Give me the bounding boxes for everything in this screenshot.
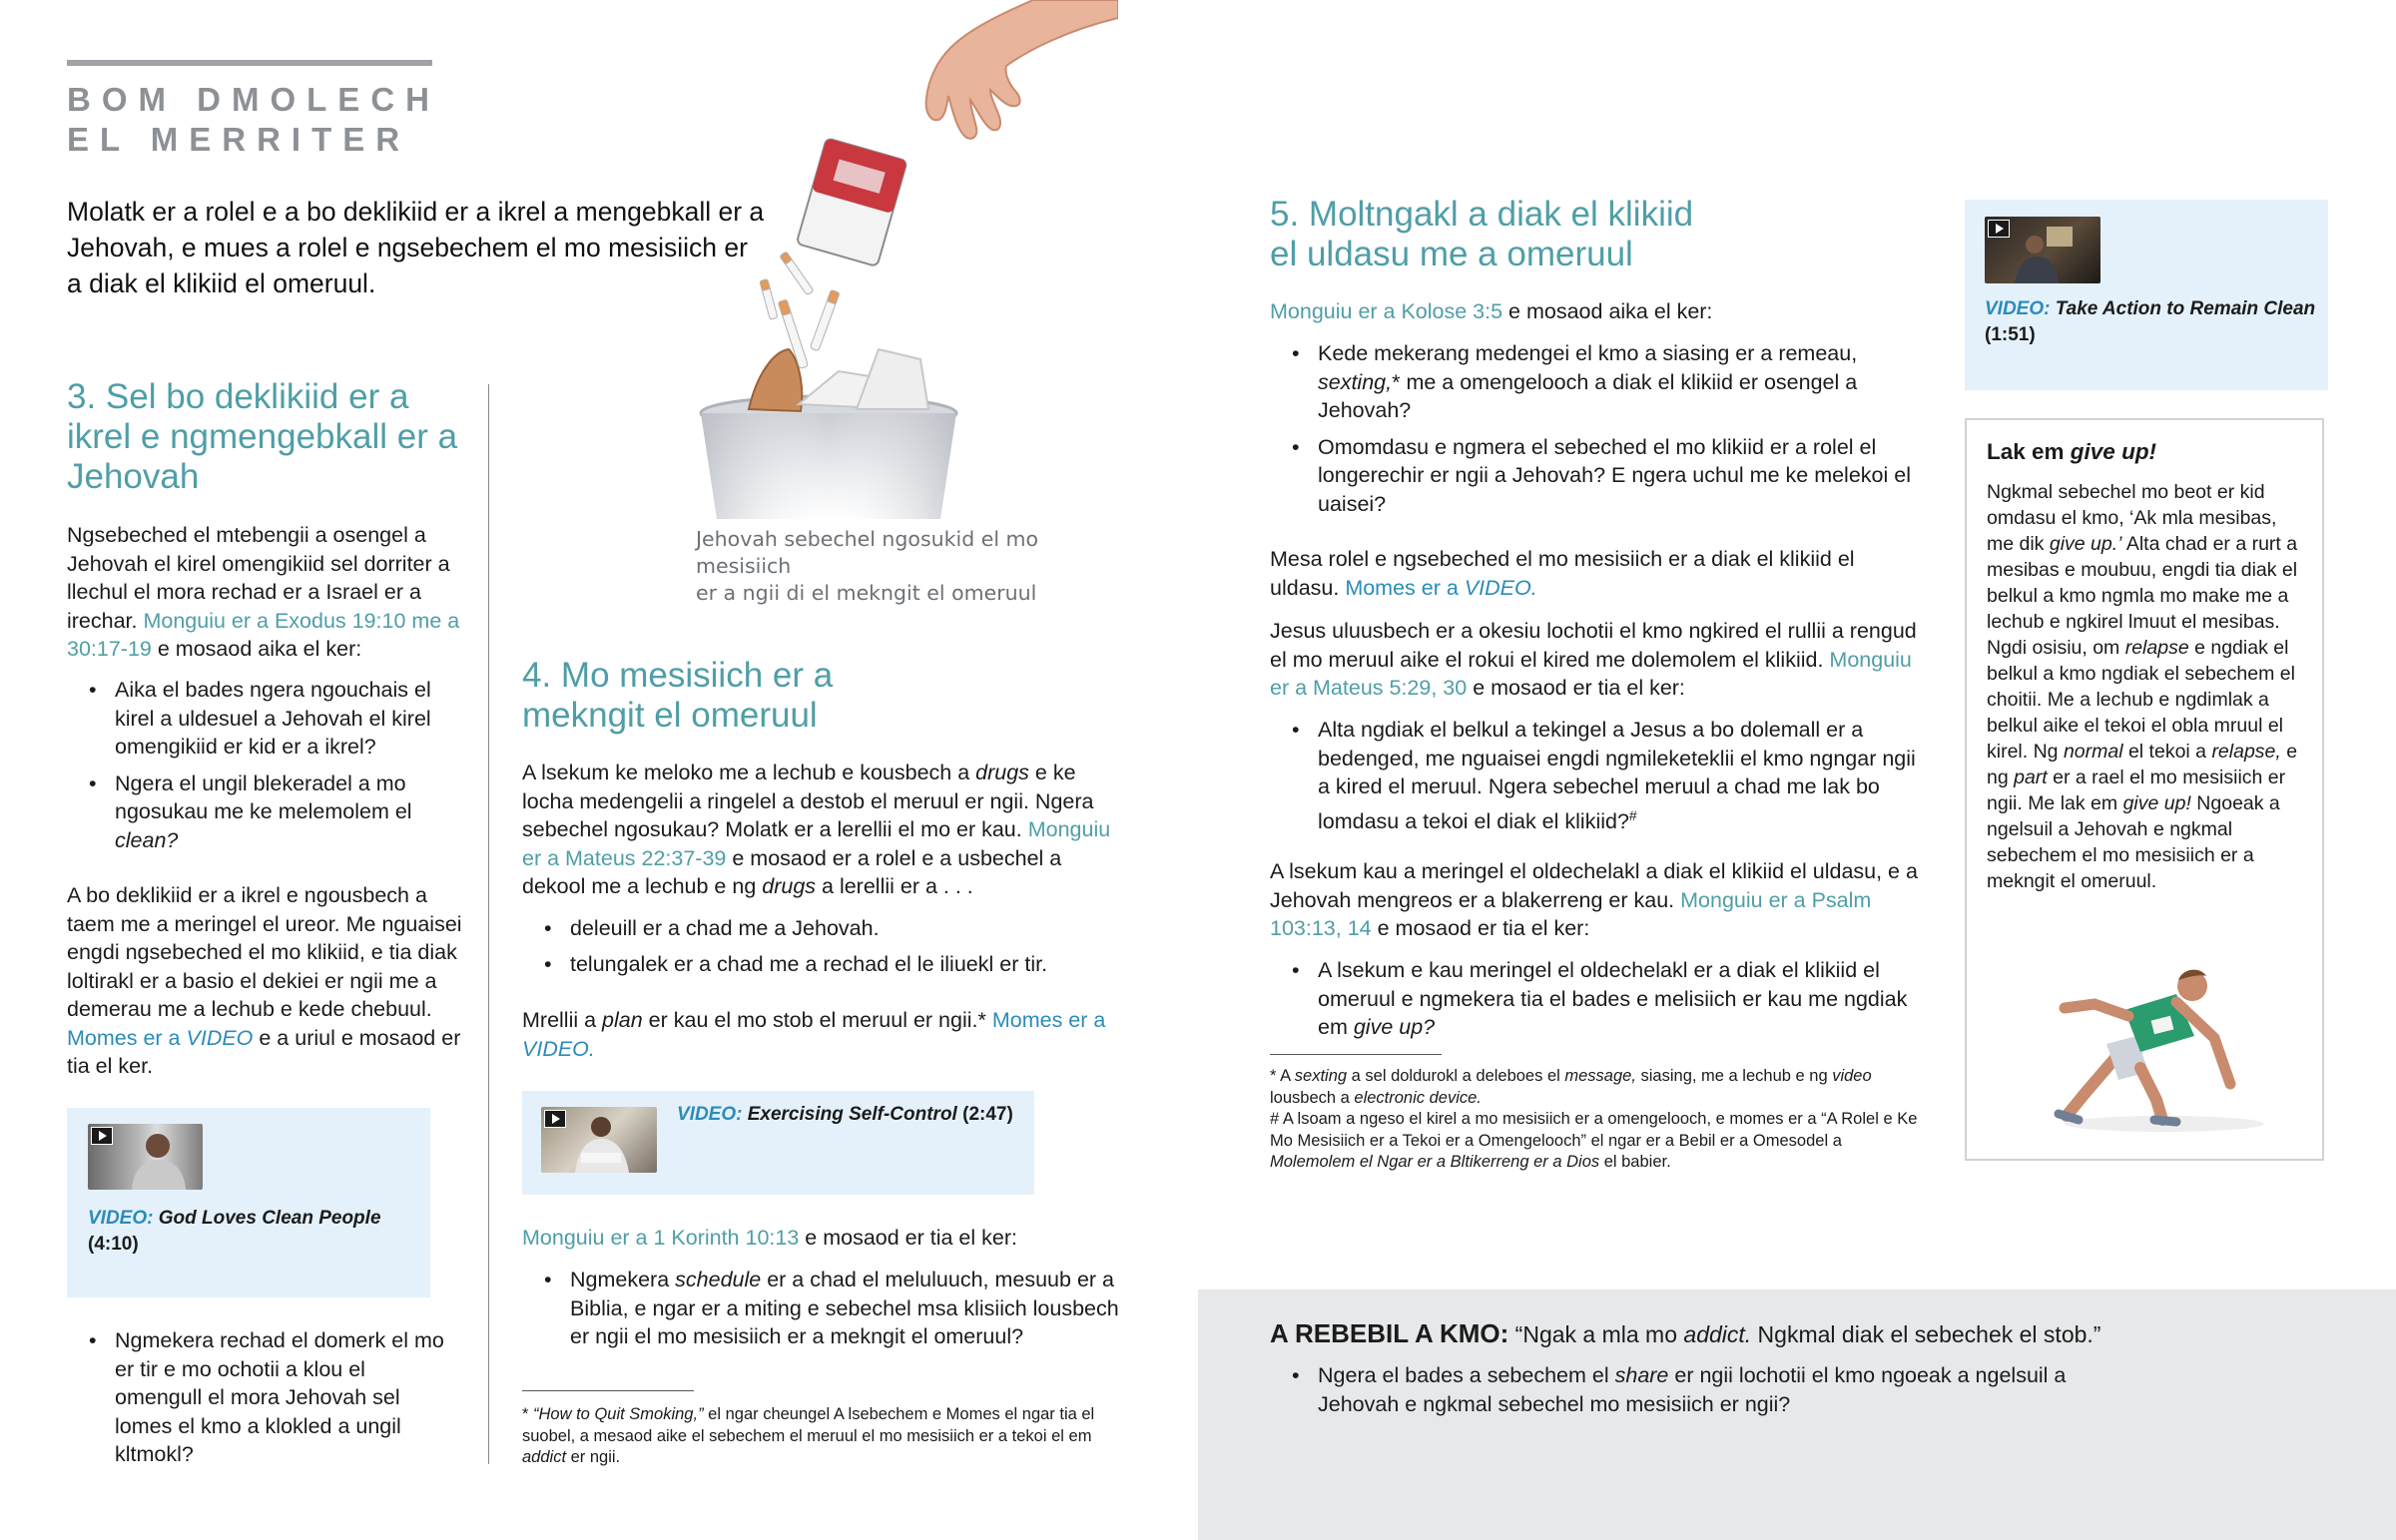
objection-band (1198, 1289, 2396, 1540)
section-5-paragraph-1: Monguiu er a Kolose 3:5 e mosaod aika el ker: (1270, 299, 1713, 323)
section-4-heading-line-2: mekngit el omeruul (522, 696, 818, 735)
video-label: VIDEO: Take Action to Remain Clean (1:51) (1985, 298, 2316, 345)
video-thumbnail[interactable] (1985, 217, 2100, 283)
section-5-heading-line-2: el uldasu me a omeruul (1270, 235, 1633, 273)
intro-text: Molatk er a rolel e a bo deklikiid er a ikrel a mengebkall er a Jehovah, e mues a rolel e ngsebechem el mo mesisiich er a diak el klikiid el omeruul. (67, 197, 765, 298)
play-icon (91, 1127, 113, 1145)
list-item: • Ngera el ungil blekeradel a mo ngosukau me ke melemolem el clean? (67, 770, 470, 855)
section-5-questions-2 (1270, 716, 1929, 843)
list-item: • Ngera el bades a sebechem el share er ngii lochotii el kmo ngoeak a ngelsuil a Jehovah e ngkmal sebechel mo mesisiich er ngii? (1270, 1361, 2098, 1418)
footnote-sexting: * A sexting a sel doldurokl a deleboes el message, siasing, me a lechub e ng video lousbech a electronic device. (1270, 1067, 1872, 1107)
trash-illustration (639, 0, 1118, 539)
objection-quote: A REBEBIL A KMO: “Ngak a mla mo addict. Ngkmal diak el sebechek el stob.” (1270, 1318, 2101, 1348)
scripture-ref-psalm[interactable]: Monguiu er a Psalm 103:13, 14 (1270, 887, 1872, 940)
section-3-heading (67, 377, 486, 497)
section-3-paragraph-2: A bo deklikiid er a ikrel e ngousbech a taem me a meringel el ureor. Me nguaisei engdi ngsebeched el mo klikiid, e tia diak loltirakl er a basio el dekiei er ngii me a demerau me a lechub e kede chebuul. Momes er a VIDEO e a uriul e mosaod er tia el ker. (67, 883, 462, 1078)
list-item: • Omomdasu e ngmera el sebeched el mo klikiid er a rolel el longerechir er ngii a Jehovah? E ngera uchul me ke melekoi el uaisei? (1270, 433, 1929, 519)
video-label: VIDEO: Exercising Self-Control (2:47) (677, 1104, 1013, 1125)
video-thumbnail[interactable] (88, 1124, 203, 1190)
video-thumbnail[interactable] (541, 1107, 657, 1173)
scripture-ref-exodus[interactable]: Monguiu er a Exodus 19:10 me a 30:17-19 (67, 608, 460, 661)
section-3-heading-line-3: Jehovah (67, 457, 200, 496)
list-item: • A lsekum e kau meringel el oldechelakl er a diak el klikiid el omeruul e ngmekera tia el bades e melisiich er kau me ngdiak em give up? (1270, 956, 1929, 1042)
section-4-heading-line-1: 4. Mo mesisiich er a (522, 656, 834, 695)
section-5-heading (1270, 195, 1919, 274)
section-4-paragraph-3: Monguiu er a 1 Korinth 10:13 e mosaod er tia el ker: (522, 1226, 1017, 1250)
section-5-paragraph-3: Jesus uluusbech er a okesiu lochotii el kmo ngkired el rullii a rengud el mo meruul aike el rokui el kired me dolemolem el klikiid. Monguiu er a Mateus 5:29, 30 e mosaod er tia el ker: (1270, 619, 1917, 700)
footnote-rule (522, 1390, 694, 1391)
section-5-paragraph-2: Mesa rolel e ngsebeched el mo mesisiich er a diak el klikiid el uldasu. Momes er a VIDEO. (1270, 547, 1855, 600)
sidebar-box (1965, 418, 2324, 1161)
list-item: • Ngmekera schedule er a chad el meluluuch, mesuub er a Biblia, e ngar er a miting e sebechel msa klisiich lousbech er ngii el mo mesisiich er a mekngit el omeruul? (522, 1266, 1121, 1351)
objection-question (1270, 1361, 2098, 1426)
column-divider (488, 384, 489, 1464)
section-5-questions-1 (1270, 339, 1929, 526)
video-link[interactable]: Momes er a VIDEO (67, 1025, 254, 1050)
kicker-rule (67, 60, 432, 66)
section-5-questions-3 (1270, 956, 1929, 1050)
footnote-rule (1270, 1054, 1442, 1055)
video-card-god-loves-clean-people[interactable] (67, 1108, 430, 1297)
section-3-final-question (67, 1326, 456, 1477)
play-icon (544, 1110, 566, 1128)
caption-line-1: Jehovah sebechel ngosukid el mo mesisiich (696, 527, 1039, 578)
illustration-caption (696, 526, 1125, 607)
video-link[interactable]: Momes er a VIDEO. (522, 1008, 1106, 1061)
video-card-take-action[interactable] (1965, 200, 2328, 390)
list-item: • Kede mekerang medengei el kmo a siasing er a remeau, sexting,* me a omengelooch a diak el klikiid er osengel a Jehovah? (1270, 339, 1929, 425)
section-4-paragraph-2: Mrellii a plan er kau el mo stob el meruul er ngii.* Momes er a VIDEO. (522, 1008, 1106, 1061)
section-4-footnote: * “How to Quit Smoking,” el ngar cheungel A lsebechem e Momes el ngar tia el suobel, a mesaod aike el sebechem el meruul el mo mesisiich er a tekoi el em addict er ngii. (522, 1405, 1095, 1466)
sidebar-body: Ngkmal sebechel mo beot er kid omdasu el kmo, ‘Ak mla mesibas, me dik give up.’ Alta chad er a rurt a mesibas e moubuu, engdi tia diak el belkul a kmo ngmla mo make me a lechub e ngkirel lmuut el mesibas. Ngdi osisiu, om relapse e ngdiak el belkul a kmo ngdiak el sebechem el choitii. Me a lechub e ngdimlak a belkul aike el tekoi el obla mruul el kirel. Ng normal el tekoi a relapse, e ng part er a rael el mo mesisiich er ngii. Me lak em give up! Ngoeak a ngelsuil a Jehovah e ngkmal sebechem el mo mesisiich er a mekngit el omeruul. (1987, 481, 2298, 892)
kicker-line-1: BOM DMOLECH (67, 81, 440, 118)
video-link[interactable]: Momes er a VIDEO. (1345, 575, 1537, 600)
runner-illustration (2045, 964, 2274, 1134)
scripture-ref-1-korinth[interactable]: Monguiu er a 1 Korinth 10:13 (522, 1226, 800, 1250)
section-3-questions (67, 676, 470, 862)
section-3-heading-line-2: ikrel e ngmengebkall er a (67, 417, 458, 456)
section-5-heading-line-1: 5. Moltngakl a diak el klikiid (1270, 195, 1694, 234)
section-5-footnotes (1270, 1066, 1929, 1174)
scripture-ref-mateus-5[interactable]: Monguiu er a Mateus 5:29, 30 (1270, 647, 1912, 700)
section-3-heading-line-1: 3. Sel bo deklikiid er a (67, 377, 409, 416)
scripture-ref-mateus-22[interactable]: Monguiu er a Mateus 22:37-39 (522, 817, 1111, 870)
caption-line-2: er a ngii di el mekngit el omeruul (696, 581, 1037, 605)
scripture-ref-kolose[interactable]: Monguiu er a Kolose 3:5 (1270, 299, 1503, 323)
play-icon (1988, 220, 2010, 238)
list-item: • deleuill er a chad me a Jehovah. (522, 914, 1121, 943)
hand-icon (926, 0, 1118, 139)
section-5-paragraph-4: A lsekum kau a meringel el oldechelakl a diak el klikiid el uldasu, e a Jehovah mengreos er a blakerreng er kau. Monguiu er a Psalm 103:13, 14 e mosaod er tia el ker: (1270, 859, 1918, 940)
list-item: • Aika el bades ngera ngouchais el kirel a uldesuel a Jehovah el kirel omengikiid er kid er a ikrel? (67, 676, 470, 762)
footnote-resist: # A lsoam a ngeso el kirel a mo mesisiich er a omengelooch, e momes er a “A Rolel e Ke Mo Mesisiich er a Tekoi er a Omengelooch” el ngar er a Bebil er a Omesodel a Molemolem el Ngar er a Bltikerreng er a Dios el babier. (1270, 1110, 1918, 1171)
list-item: • Alta ngdiak el belkul a tekingel a Jesus a bo dolemall er a bedenged, me nguaisei engdi ngmileketeklii el kmo ngngar ngii a kired el meruul. Ngera sebechel meruul a chad me lak bo lomdasu a tekoi el diak el klikiid?# (1270, 716, 1929, 835)
section-4-list (522, 914, 1121, 986)
video-label: VIDEO: God Loves Clean People (4:10) (88, 1208, 381, 1255)
list-item: • telungalek er a chad me a rechad el le iliuekl er tir. (522, 950, 1121, 979)
section-3-paragraph-1: Ngsebeched el mtebengii a osengel a Jehovah el kirel omengikiid sel dorriter a llechul el mora rechad er a Israel er a irechar. Monguiu er a Exodus 19:10 me a 30:17-19 e mosaod aika el ker: (67, 523, 460, 661)
kicker-line-2: EL MERRITER (67, 121, 411, 158)
section-4-questions (522, 1266, 1121, 1359)
list-item: • Ngmekera rechad el domerk el mo er tir e mo ochotii a klou el omengull el mora Jehovah sel lomes el kmo a klokled a ungil kltmokl? (67, 1326, 456, 1469)
video-card-exercising-self-control[interactable] (522, 1091, 1034, 1195)
page-kicker (67, 80, 440, 160)
sidebar-title: Lak em give up! (1987, 439, 2157, 464)
section-4-paragraph-1: A lsekum ke meloko me a lechub e kousbech a drugs e ke locha medengelii a ringelel a destob el meruul er ngii. Ngera sebechel ngosukau? Molatk er a lerellii el mo er kau. Monguiu er a Mateus 22:37-39 e mosaod er a rolel e a usbechel a dekool me a lechub e ng drugs a lerellii er a . . . (522, 761, 1111, 898)
section-4-heading (522, 656, 1021, 736)
